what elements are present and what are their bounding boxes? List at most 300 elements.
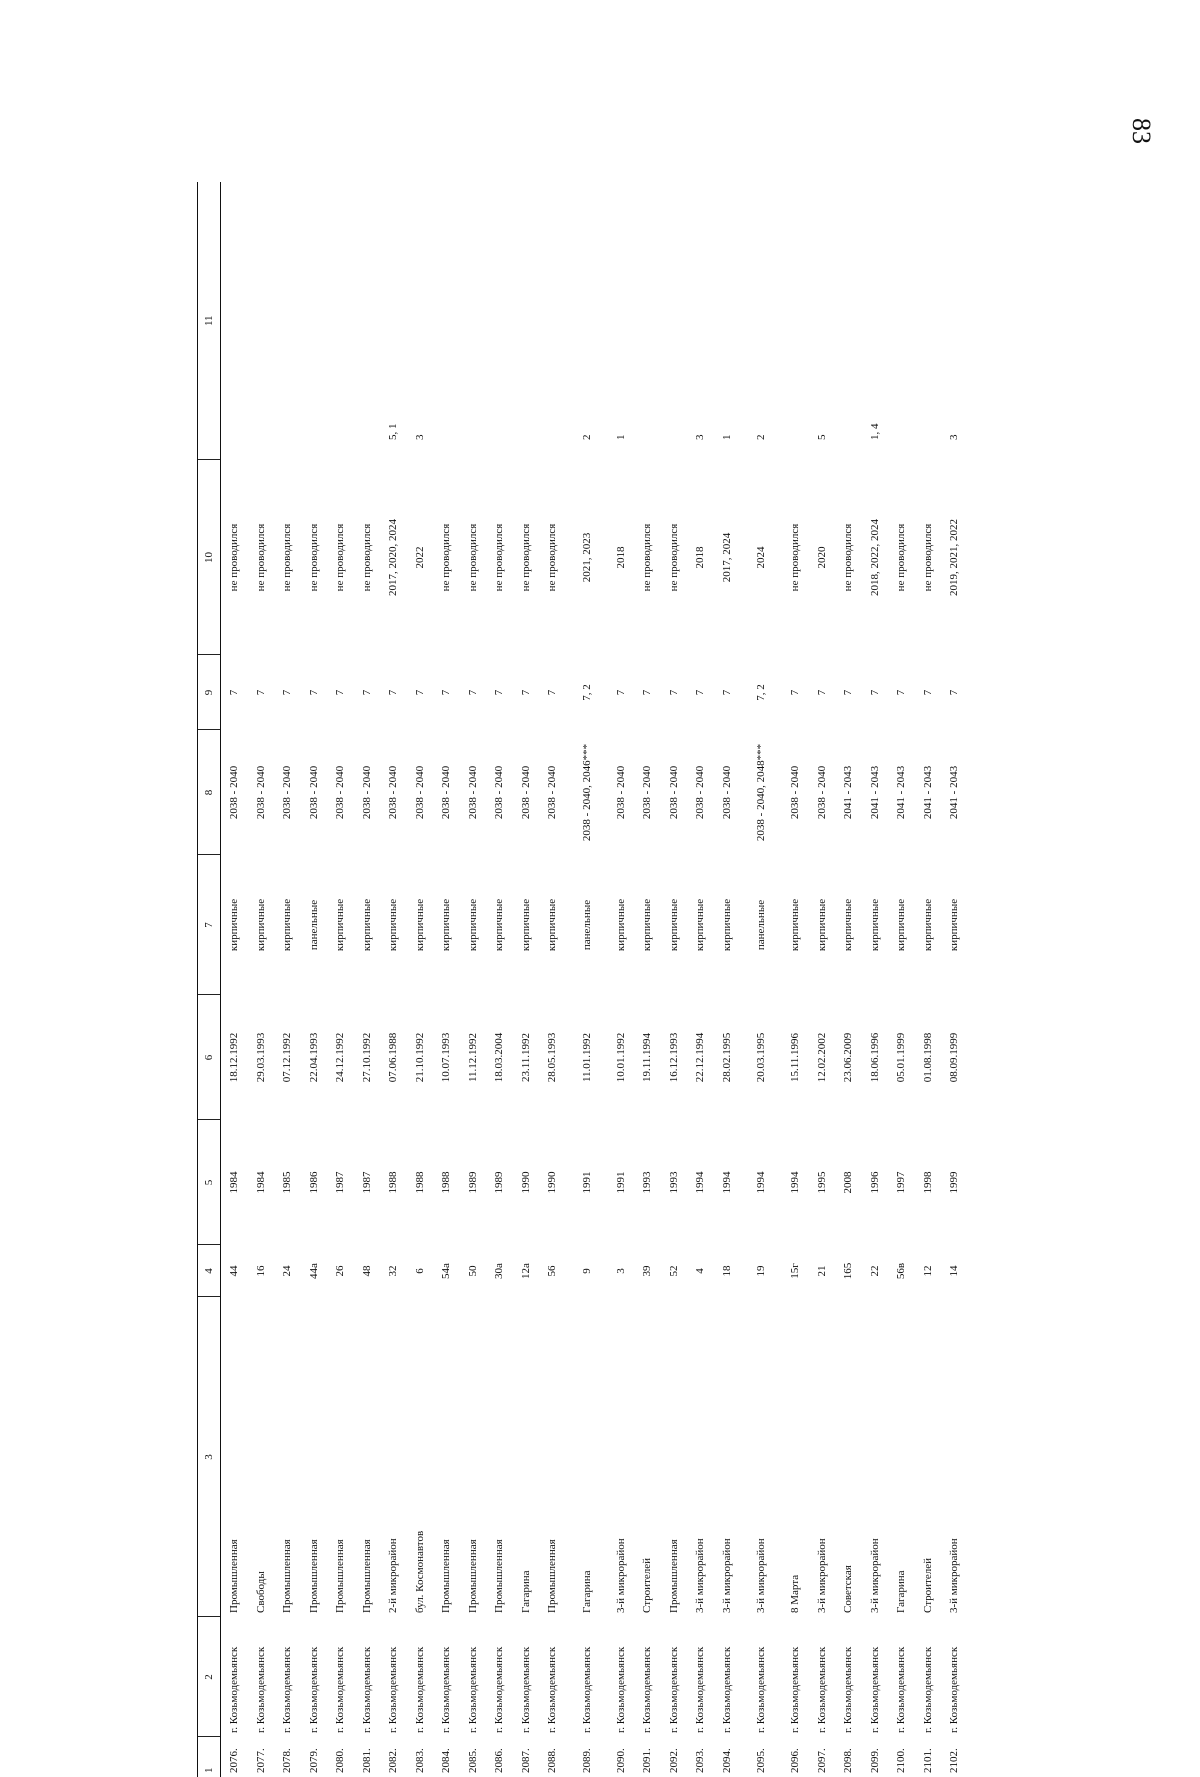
wall-material-cell: кирпичные [948, 898, 961, 952]
row-number: 2081. [360, 1748, 373, 1773]
city-cell: г. Козьмодемьянск [694, 1646, 707, 1733]
build-year-cell: 1990 [519, 1171, 532, 1194]
row-number: 2093. [694, 1748, 707, 1773]
column-9-cell: 7 [546, 689, 559, 696]
date-cell: 28.02.1995 [720, 1032, 733, 1083]
column-11-cell: 5 [815, 434, 828, 440]
build-year-cell: 1998 [921, 1171, 934, 1194]
row-number: 2088. [546, 1748, 559, 1773]
planned-period-cell: 2041 - 2043 [948, 765, 961, 820]
column-10-cell: не проводился [334, 523, 347, 592]
table-row [634, 182, 661, 1777]
column-9-cell: 7 [895, 689, 908, 696]
column-10-cell: не проводился [842, 523, 855, 592]
city-cell: г. Козьмодемьянск [307, 1646, 320, 1733]
column-9-cell: 7 [307, 689, 320, 696]
house-number-cell: 32 [387, 1265, 400, 1277]
date-cell: 07.06.1988 [387, 1032, 400, 1083]
planned-period-cell: 2038 - 2040 [440, 765, 453, 820]
rotated-table-container [197, 182, 1057, 1777]
row-number: 2086. [493, 1748, 506, 1773]
city-cell: г. Козьмодемьянск [948, 1646, 961, 1733]
city-cell: г. Козьмодемьянск [641, 1646, 654, 1733]
row-number: 2082. [387, 1748, 400, 1773]
city-cell: г. Козьмодемьянск [815, 1646, 828, 1733]
house-number-cell: 54а [440, 1263, 453, 1279]
column-10-cell: 2021, 2023 [580, 532, 593, 583]
table-row [941, 182, 968, 1777]
city-cell: г. Козьмодемьянск [387, 1646, 400, 1733]
table-row [539, 182, 566, 1777]
date-cell: 07.12.1992 [281, 1032, 294, 1083]
column-10-cell: не проводился [466, 523, 479, 592]
date-cell: 11.01.1992 [580, 1032, 593, 1083]
date-cell: 18.06.1996 [868, 1032, 881, 1083]
date-cell: 24.12.1992 [334, 1032, 347, 1083]
header-row [198, 182, 221, 1777]
city-cell: г. Козьмодемьянск [440, 1646, 453, 1733]
wall-material-cell: кирпичные [815, 898, 828, 952]
row-number: 2076. [228, 1748, 241, 1773]
column-11-cell [539, 182, 566, 460]
column-11-cell [915, 182, 942, 460]
build-year-cell: 1995 [815, 1171, 828, 1194]
column-9-cell: 7 [519, 689, 532, 696]
table-row [915, 182, 942, 1777]
column-9-cell: 7 [641, 689, 654, 696]
column-header-10: 10 [198, 460, 221, 655]
date-cell: 28.05.1993 [546, 1032, 559, 1083]
wall-material-cell: кирпичные [387, 898, 400, 952]
city-cell: г. Козьмодемьянск [895, 1646, 908, 1733]
street-cell: Промышленная [281, 1539, 294, 1613]
planned-period-cell: 2041 - 2043 [842, 765, 855, 820]
house-number-cell: 14 [948, 1265, 961, 1277]
planned-period-cell: 2038 - 2040 [413, 765, 426, 820]
date-cell: 18.03.2004 [493, 1032, 506, 1083]
wall-material-cell: кирпичные [921, 898, 934, 952]
street-cell: Гагарина [580, 1570, 593, 1613]
wall-material-cell: кирпичные [842, 898, 855, 952]
column-10-cell: не проводился [789, 523, 802, 592]
column-10-cell: 2024 [755, 546, 767, 569]
table-row [661, 182, 688, 1777]
city-cell: г. Козьмодемьянск [842, 1646, 855, 1733]
column-header-3: 3 [198, 1297, 221, 1617]
planned-period-cell: 2041 - 2043 [921, 765, 934, 820]
city-cell: г. Козьмодемьянск [546, 1646, 559, 1733]
column-10-cell: 2020 [815, 546, 828, 569]
planned-period-cell: 2041 - 2043 [868, 765, 881, 820]
table-row [460, 182, 487, 1777]
column-10-cell: не проводился [519, 523, 532, 592]
wall-material-cell: панельные [755, 899, 767, 951]
street-cell: 3-й микрорайон [948, 1538, 961, 1613]
column-9-cell: 7 [334, 689, 347, 696]
city-cell: г. Козьмодемьянск [720, 1646, 733, 1733]
build-year-cell: 1990 [546, 1171, 559, 1194]
build-year-cell: 1987 [334, 1171, 347, 1194]
table-row [687, 182, 714, 1777]
column-11-cell: 2 [580, 434, 593, 440]
column-header-11: 11 [198, 182, 221, 460]
build-year-cell: 1994 [694, 1171, 707, 1194]
street-cell: Свободы [254, 1571, 267, 1613]
column-header-1: 1 [198, 1737, 221, 1777]
column-11-cell: 2 [755, 434, 767, 440]
build-year-cell: 1991 [580, 1171, 593, 1194]
column-9-cell: 7 [466, 689, 479, 696]
date-cell: 21.10.1992 [413, 1032, 426, 1083]
row-number: 2098. [842, 1748, 855, 1773]
table-header [198, 182, 221, 1777]
planned-period-cell: 2038 - 2040 [387, 765, 400, 820]
city-cell: г. Козьмодемьянск [466, 1646, 479, 1733]
column-9-cell: 7 [667, 689, 680, 696]
column-10-cell: 2018, 2022, 2024 [868, 519, 881, 596]
planned-period-cell: 2038 - 2040 [334, 765, 347, 820]
wall-material-cell: панельные [307, 899, 320, 951]
table-row [714, 182, 741, 1777]
row-number: 2094. [720, 1748, 733, 1773]
date-cell: 23.11.1992 [519, 1032, 532, 1083]
house-number-cell: 50 [466, 1265, 479, 1277]
date-cell: 05.01.1999 [895, 1032, 908, 1083]
street-cell: Промышленная [334, 1539, 347, 1613]
row-number: 2085. [466, 1748, 479, 1773]
street-cell: Гагарина [519, 1570, 532, 1613]
house-number-cell: 6 [413, 1268, 426, 1274]
planned-period-cell: 2038 - 2040 [720, 765, 733, 820]
wall-material-cell: панельные [580, 899, 593, 951]
planned-period-cell: 2038 - 2040 [466, 765, 479, 820]
street-cell: Промышленная [440, 1539, 453, 1613]
column-9-cell: 7 [228, 689, 241, 696]
planned-period-cell: 2038 - 2040 [694, 765, 707, 820]
wall-material-cell: кирпичные [440, 898, 453, 952]
row-number: 2080. [334, 1748, 347, 1773]
column-9-cell: 7 [493, 689, 506, 696]
wall-material-cell: кирпичные [360, 898, 373, 952]
build-year-cell: 1987 [360, 1171, 373, 1194]
column-10-cell: 2017, 2024 [720, 532, 733, 583]
house-number-cell: 22 [868, 1265, 881, 1277]
table-row [888, 182, 915, 1777]
wall-material-cell: кирпичные [895, 898, 908, 952]
date-cell: 27.10.1992 [360, 1032, 373, 1083]
city-cell: г. Козьмодемьянск [228, 1646, 241, 1733]
planned-period-cell: 2038 - 2040, 2046*** [580, 743, 593, 842]
column-9-cell: 7 [614, 689, 627, 696]
row-number: 2096. [789, 1748, 802, 1773]
street-cell: Промышленная [307, 1539, 320, 1613]
build-year-cell: 1993 [641, 1171, 654, 1194]
street-cell: Промышленная [360, 1539, 373, 1613]
column-10-cell: не проводился [493, 523, 506, 592]
build-year-cell: 1985 [281, 1171, 294, 1194]
wall-material-cell: кирпичные [493, 898, 506, 952]
date-cell: 10.07.1993 [440, 1032, 453, 1083]
column-9-cell: 7 [387, 689, 400, 696]
column-9-cell: 7 [720, 689, 733, 696]
city-cell: г. Козьмодемьянск [755, 1646, 767, 1733]
date-cell: 20.03.1995 [755, 1032, 767, 1083]
planned-period-cell: 2038 - 2040 [641, 765, 654, 820]
column-11-cell [486, 182, 513, 460]
column-10-cell: не проводился [360, 523, 373, 592]
build-year-cell: 1988 [413, 1171, 426, 1194]
street-cell: Строителей [921, 1558, 934, 1613]
column-9-cell: 7 [842, 689, 855, 696]
city-cell: г. Козьмодемьянск [667, 1646, 680, 1733]
column-9-cell: 7 [413, 689, 426, 696]
build-year-cell: 1984 [228, 1171, 241, 1194]
wall-material-cell: кирпичные [641, 898, 654, 952]
column-10-cell: 2018 [614, 546, 627, 569]
date-cell: 23.06.2009 [842, 1032, 855, 1083]
column-9-cell: 7 [789, 689, 802, 696]
city-cell: г. Козьмодемьянск [921, 1646, 934, 1733]
row-number: 2101. [921, 1748, 934, 1773]
row-number: 2083. [413, 1748, 426, 1773]
date-cell: 11.12.1992 [466, 1032, 479, 1083]
row-number: 2089. [580, 1748, 593, 1773]
house-number-cell: 4 [694, 1268, 707, 1274]
column-10-cell: не проводился [667, 523, 680, 592]
build-year-cell: 1993 [667, 1171, 680, 1194]
wall-material-cell: кирпичные [334, 898, 347, 952]
table-row [221, 182, 248, 1777]
column-10-cell: не проводился [440, 523, 453, 592]
planned-period-cell: 2038 - 2040, 2048*** [755, 743, 767, 842]
planned-period-cell: 2038 - 2040 [493, 765, 506, 820]
column-10-cell: не проводился [254, 523, 267, 592]
house-number-cell: 9 [580, 1268, 593, 1274]
column-header-6: 6 [198, 995, 221, 1120]
row-number: 2087. [519, 1748, 532, 1773]
city-cell: г. Козьмодемьянск [360, 1646, 373, 1733]
city-cell: г. Козьмодемьянск [281, 1646, 294, 1733]
column-9-cell: 7 [254, 689, 267, 696]
house-number-cell: 3 [614, 1268, 627, 1274]
column-11-cell [661, 182, 688, 460]
house-number-cell: 48 [360, 1265, 373, 1277]
planned-period-cell: 2038 - 2040 [614, 765, 627, 820]
wall-material-cell: кирпичные [868, 898, 881, 952]
planned-period-cell: 2038 - 2040 [789, 765, 802, 820]
page-number: 83 [1127, 118, 1156, 144]
planned-period-cell: 2038 - 2040 [519, 765, 532, 820]
date-cell: 01.08.1998 [921, 1032, 934, 1083]
street-cell: бул. Космонавтов [413, 1530, 426, 1613]
column-11-cell: 3 [413, 434, 426, 440]
house-number-cell: 18 [720, 1265, 733, 1277]
city-cell: г. Козьмодемьянск [254, 1646, 267, 1733]
column-10-cell: 2018 [694, 546, 707, 569]
build-year-cell: 1991 [614, 1171, 627, 1194]
column-10-cell: 2022 [413, 546, 426, 569]
column-11-cell: 3 [948, 434, 961, 440]
house-number-cell: 12а [519, 1263, 532, 1279]
planned-period-cell: 2038 - 2040 [307, 765, 320, 820]
row-number: 2092. [667, 1748, 680, 1773]
build-year-cell: 1997 [895, 1171, 908, 1194]
street-cell: 3-й микрорайон [694, 1538, 707, 1613]
wall-material-cell: кирпичные [546, 898, 559, 952]
table-row [513, 182, 540, 1777]
column-10-cell: не проводился [546, 523, 559, 592]
row-number: 2099. [868, 1748, 881, 1773]
build-year-cell: 1988 [440, 1171, 453, 1194]
build-year-cell: 1986 [307, 1171, 320, 1194]
planned-period-cell: 2038 - 2040 [254, 765, 267, 820]
date-cell: 12.02.2002 [815, 1032, 828, 1083]
table-row [486, 182, 513, 1777]
build-year-cell: 1989 [466, 1171, 479, 1194]
table-row [433, 182, 460, 1777]
street-cell: 3-й микрорайон [614, 1538, 627, 1613]
row-number: 2077. [254, 1748, 267, 1773]
wall-material-cell: кирпичные [413, 898, 426, 952]
row-number: 2090. [614, 1748, 627, 1773]
column-9-cell: 7, 2 [580, 684, 593, 701]
date-cell: 19.11.1994 [641, 1032, 654, 1083]
street-cell: Гагарина [895, 1570, 908, 1613]
house-number-cell: 24 [281, 1265, 294, 1277]
house-number-cell: 26 [334, 1265, 347, 1277]
planned-period-cell: 2038 - 2040 [228, 765, 241, 820]
build-year-cell: 1994 [755, 1171, 767, 1194]
table-row [354, 182, 381, 1777]
wall-material-cell: кирпичные [614, 898, 627, 952]
column-11-cell [835, 182, 862, 460]
wall-material-cell: кирпичные [228, 898, 241, 952]
row-number: 2084. [440, 1748, 453, 1773]
column-11-cell [433, 182, 460, 460]
planned-period-cell: 2041 - 2043 [895, 765, 908, 820]
street-cell: 3-й микрорайон [720, 1538, 733, 1613]
column-11-cell [782, 182, 809, 460]
city-cell: г. Козьмодемьянск [580, 1646, 593, 1733]
house-number-cell: 165 [842, 1262, 855, 1280]
column-11-cell: 5, 1 [387, 423, 400, 440]
column-9-cell: 7 [360, 689, 373, 696]
house-number-cell: 39 [641, 1265, 654, 1277]
column-11-cell [248, 182, 275, 460]
build-year-cell: 1989 [493, 1171, 506, 1194]
wall-material-cell: кирпичные [519, 898, 532, 952]
table-row [380, 182, 407, 1777]
column-header-2: 2 [198, 1617, 221, 1737]
house-number-cell: 44 [228, 1265, 241, 1277]
house-number-cell: 19 [755, 1265, 767, 1277]
city-cell: г. Козьмодемьянск [334, 1646, 347, 1733]
house-number-cell: 52 [667, 1265, 680, 1277]
table-row [782, 182, 809, 1777]
planned-period-cell: 2038 - 2040 [281, 765, 294, 820]
column-10-cell: не проводился [307, 523, 320, 592]
street-cell: 3-й микрорайон [755, 1538, 767, 1613]
city-cell: г. Козьмодемьянск [614, 1646, 627, 1733]
build-year-cell: 1999 [948, 1171, 961, 1194]
city-cell: г. Козьмодемьянск [519, 1646, 532, 1733]
date-cell: 18.12.1992 [228, 1032, 241, 1083]
column-9-cell: 7 [921, 689, 934, 696]
housing-table [197, 182, 968, 1777]
street-cell: 3-й микрорайон [868, 1538, 881, 1613]
street-cell: 3-й микрорайон [815, 1538, 828, 1613]
city-cell: г. Козьмодемьянск [789, 1646, 802, 1733]
column-10-cell: не проводился [281, 523, 294, 592]
column-11-cell: 3 [694, 434, 707, 440]
house-number-cell: 56в [895, 1262, 908, 1280]
house-number-cell: 56 [546, 1265, 559, 1277]
column-11-cell [221, 182, 248, 460]
table-row [608, 182, 635, 1777]
wall-material-cell: кирпичные [667, 898, 680, 952]
row-number: 2095. [755, 1748, 767, 1773]
column-10-cell: 2019, 2021, 2022 [948, 519, 961, 596]
house-number-cell: 30а [493, 1263, 506, 1279]
planned-period-cell: 2038 - 2040 [360, 765, 373, 820]
row-number: 2078. [281, 1748, 294, 1773]
planned-period-cell: 2038 - 2040 [546, 765, 559, 820]
column-11-cell: 1, 4 [868, 423, 881, 440]
street-cell: Советская [842, 1565, 855, 1613]
date-cell: 29.03.1993 [254, 1032, 267, 1083]
column-11-cell [888, 182, 915, 460]
street-cell: Промышленная [546, 1539, 559, 1613]
row-number: 2097. [815, 1748, 828, 1773]
column-header-4: 4 [198, 1245, 221, 1297]
wall-material-cell: кирпичные [720, 898, 733, 952]
date-cell: 08.09.1999 [948, 1032, 961, 1083]
street-cell: Промышленная [466, 1539, 479, 1613]
table-row [248, 182, 275, 1777]
table-row [407, 182, 434, 1777]
column-header-8: 8 [198, 730, 221, 855]
house-number-cell: 16 [254, 1265, 267, 1277]
column-10-cell: не проводился [641, 523, 654, 592]
table-row [809, 182, 836, 1777]
column-11-cell [274, 182, 301, 460]
column-11-cell [634, 182, 661, 460]
column-10-cell: 2017, 2020, 2024 [387, 519, 400, 596]
table-body [221, 182, 968, 1777]
column-11-cell: 1 [720, 434, 733, 440]
street-cell: 2-й микрорайон [387, 1538, 400, 1613]
build-year-cell: 1984 [254, 1171, 267, 1194]
house-number-cell: 21 [815, 1265, 828, 1277]
date-cell: 22.12.1994 [694, 1032, 707, 1083]
column-11-cell [354, 182, 381, 460]
column-header-9: 9 [198, 655, 221, 730]
column-11-cell [460, 182, 487, 460]
street-cell: Промышленная [228, 1539, 241, 1613]
column-9-cell: 7 [440, 689, 453, 696]
column-9-cell: 7 [815, 689, 828, 696]
city-cell: г. Козьмодемьянск [413, 1646, 426, 1733]
build-year-cell: 1994 [789, 1171, 802, 1194]
street-cell: 8 Марта [789, 1574, 802, 1613]
column-header-5: 5 [198, 1120, 221, 1245]
column-10-cell: не проводился [895, 523, 908, 592]
column-9-cell: 7 [868, 689, 881, 696]
row-number: 2091. [641, 1748, 654, 1773]
row-number: 2100. [895, 1748, 908, 1773]
row-number: 2079. [307, 1748, 320, 1773]
table-row [327, 182, 354, 1777]
